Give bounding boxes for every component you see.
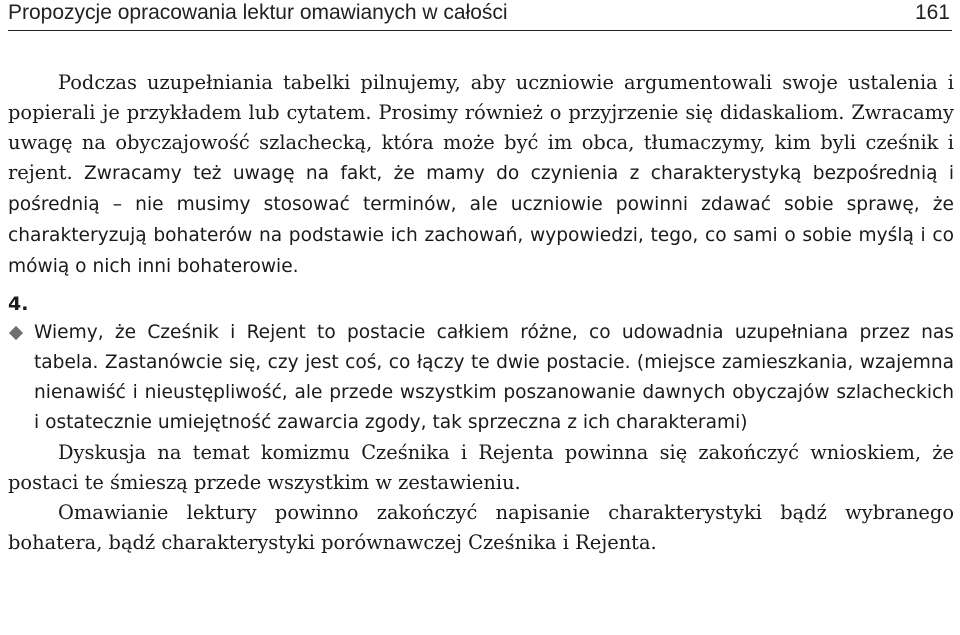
paragraph-closing: Omawianie lektury powinno zakończyć napisanie charakterystyki bądź wybranego bohatera, bądź charakterystyki porównawczej Cześnika i Rejenta. [8,501,954,554]
paragraph-table-instructions-serif: Podczas uzupełniania tabelki pilnujemy, aby uczniowie argumentowali swoje ustalenia i popierali je przykładem lub cytatem. Prosimy również o przyjrzenie się didaskaliom. Zwracamy uwagę na obyczajowość szlachecką, która może być im obca, tłumaczymy, kim byli cześnik i rejent. [8,71,954,184]
paragraph-table-instructions [8,68,954,282]
page-number: 161 [914,1,950,24]
page-body [8,68,954,558]
running-header [8,0,952,31]
paragraph-table-instructions-sans: Zwracamy też uwagę na fakt, że mamy do czynienia z charakterystyką bezpośrednią i pośrednią – nie musimy stosować terminów, ale uczniowie powinni zdawać sobie sprawę, że charakteryzują bohaterów na podstawie ich zachowań, wypowiedzi, tego, co sami o sobie myślą i co mówią o nich inni bohaterowie. [8,163,954,277]
bullet-question-text: Wiemy, że Cześnik i Rejent to postacie całkiem różne, co udowadnia uzupełniana przez nas tabela. Zastanówcie się, czy jest coś, co łączy te dwie postacie. [34,322,954,373]
paragraph-discussion: Dyskusja na temat komizmu Cześnika i Rejenta powinna się zakończyć wnioskiem, że postaci te śmieszą przede wszystkim w zestawieniu. [8,441,954,494]
running-header-title: Propozycje opracowania lektur omawianych w całości [8,1,508,24]
section-number: 4. [8,293,29,315]
bullet-answer-text: (miejsce zamieszkania, wzajemna nienawiść i nieustępliwość, ale przede wszystkim poszanowanie dawnych obyczajów szlacheckich i ostatecznie umiejętność zawarcia zgody, tak sprzeczna z ich charakterami) [34,352,954,433]
bullet-item-question [8,318,954,438]
diamond-bullet-icon [9,326,23,340]
